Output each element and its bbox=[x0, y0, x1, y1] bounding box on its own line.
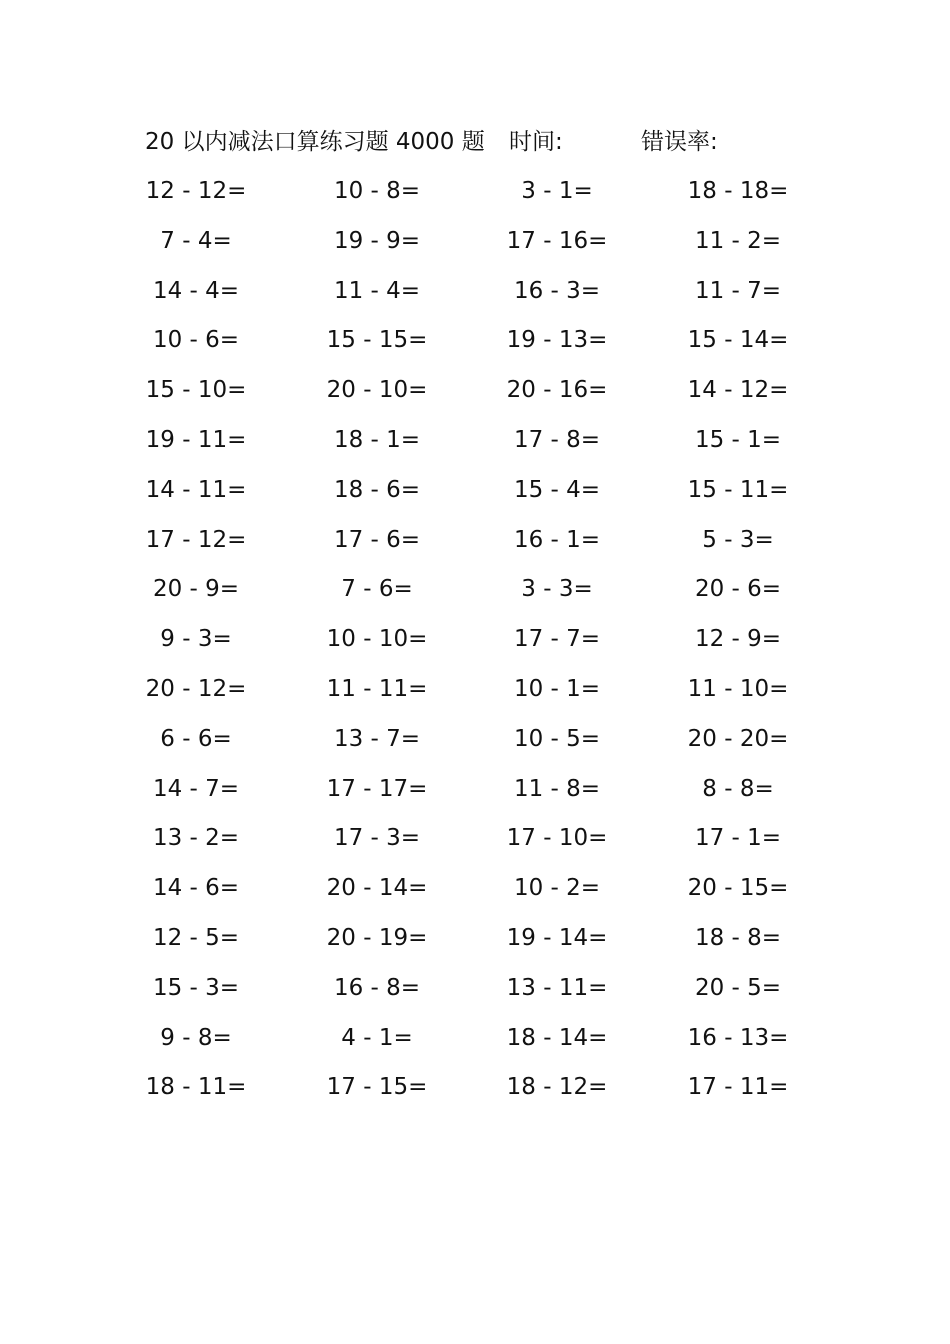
subtraction-problem: 3 - 3= bbox=[521, 576, 593, 603]
problem-row bbox=[140, 1070, 820, 1120]
subtraction-problem: 11 - 10= bbox=[687, 675, 789, 702]
time-label: 时间: bbox=[509, 129, 563, 155]
subtraction-problem: 20 - 6= bbox=[694, 576, 782, 603]
subtraction-problem: 9 - 8= bbox=[160, 1024, 232, 1051]
subtraction-problem: 14 - 7= bbox=[152, 775, 240, 802]
subtraction-problem: 14 - 4= bbox=[152, 277, 240, 304]
subtraction-problem: 15 - 3= bbox=[152, 974, 240, 1001]
subtraction-problem: 19 - 11= bbox=[145, 426, 247, 453]
problem-row bbox=[140, 423, 820, 473]
subtraction-problem: 20 - 12= bbox=[145, 675, 247, 702]
problem-row bbox=[140, 971, 820, 1021]
subtraction-problem: 13 - 2= bbox=[152, 825, 240, 852]
problem-row bbox=[140, 821, 820, 871]
subtraction-problem: 20 - 5= bbox=[694, 974, 782, 1001]
subtraction-problem: 20 - 16= bbox=[506, 377, 608, 404]
subtraction-problem: 19 - 9= bbox=[333, 227, 421, 254]
problem-row bbox=[140, 622, 820, 672]
subtraction-problem: 10 - 1= bbox=[513, 675, 601, 702]
subtraction-problem: 18 - 6= bbox=[333, 476, 421, 503]
subtraction-problem: 16 - 13= bbox=[687, 1024, 789, 1051]
subtraction-problem: 20 - 19= bbox=[326, 924, 428, 951]
subtraction-problem: 17 - 11= bbox=[687, 1074, 789, 1101]
subtraction-problem: 17 - 6= bbox=[333, 526, 421, 553]
subtraction-problem: 19 - 13= bbox=[506, 327, 608, 354]
subtraction-problem: 20 - 9= bbox=[152, 576, 240, 603]
subtraction-problem: 6 - 6= bbox=[160, 725, 232, 752]
subtraction-problem: 15 - 4= bbox=[513, 476, 601, 503]
problem-row bbox=[140, 224, 820, 274]
subtraction-problem: 14 - 11= bbox=[145, 476, 247, 503]
subtraction-problem: 17 - 1= bbox=[694, 825, 782, 852]
problem-row bbox=[140, 921, 820, 971]
subtraction-problem: 16 - 3= bbox=[513, 277, 601, 304]
problem-row bbox=[140, 672, 820, 722]
subtraction-problem: 12 - 12= bbox=[145, 178, 247, 204]
subtraction-problem: 15 - 1= bbox=[694, 426, 782, 453]
subtraction-problem: 10 - 2= bbox=[513, 875, 601, 902]
subtraction-problem: 20 - 15= bbox=[687, 875, 789, 902]
problem-row bbox=[140, 473, 820, 523]
subtraction-problem: 18 - 14= bbox=[506, 1024, 608, 1051]
problem-row bbox=[140, 274, 820, 324]
subtraction-problem: 20 - 10= bbox=[326, 377, 428, 404]
subtraction-problem: 17 - 10= bbox=[506, 825, 608, 852]
subtraction-problem: 17 - 16= bbox=[506, 227, 608, 254]
subtraction-problem: 12 - 5= bbox=[152, 924, 240, 951]
problem-row bbox=[140, 174, 820, 224]
subtraction-problem: 7 - 4= bbox=[160, 227, 232, 254]
subtraction-problem: 9 - 3= bbox=[160, 626, 232, 653]
subtraction-problem: 17 - 7= bbox=[513, 626, 601, 653]
subtraction-problem: 14 - 6= bbox=[152, 875, 240, 902]
subtraction-problem: 15 - 14= bbox=[687, 327, 789, 354]
subtraction-problem: 11 - 11= bbox=[326, 675, 428, 702]
subtraction-problem: 15 - 15= bbox=[326, 327, 428, 354]
subtraction-problem: 12 - 9= bbox=[694, 626, 782, 653]
subtraction-problem: 8 - 8= bbox=[702, 775, 774, 802]
subtraction-problem: 20 - 20= bbox=[687, 725, 789, 752]
subtraction-problem: 17 - 3= bbox=[333, 825, 421, 852]
subtraction-problem: 11 - 8= bbox=[513, 775, 601, 802]
subtraction-problem: 19 - 14= bbox=[506, 924, 608, 951]
subtraction-problem: 18 - 1= bbox=[333, 426, 421, 453]
error-rate-label: 错误率: bbox=[641, 129, 718, 155]
subtraction-problem: 11 - 7= bbox=[694, 277, 782, 304]
problem-row bbox=[140, 523, 820, 573]
subtraction-problem: 20 - 14= bbox=[326, 875, 428, 902]
subtraction-problem: 10 - 10= bbox=[326, 626, 428, 653]
problem-row bbox=[140, 323, 820, 373]
subtraction-problem: 5 - 3= bbox=[702, 526, 774, 553]
subtraction-problem: 17 - 17= bbox=[326, 775, 428, 802]
subtraction-problem: 16 - 1= bbox=[513, 526, 601, 553]
subtraction-problem: 13 - 11= bbox=[506, 974, 608, 1001]
subtraction-problem: 17 - 15= bbox=[326, 1074, 428, 1101]
subtraction-problem: 18 - 8= bbox=[694, 924, 782, 951]
subtraction-problem: 18 - 11= bbox=[145, 1074, 247, 1101]
worksheet-title: 20 以内减法口算练习题 4000 题 bbox=[145, 129, 485, 155]
subtraction-problem: 13 - 7= bbox=[333, 725, 421, 752]
subtraction-problem: 11 - 4= bbox=[333, 277, 421, 304]
problem-row bbox=[140, 772, 820, 822]
subtraction-problem: 3 - 1= bbox=[521, 178, 593, 204]
problem-row bbox=[140, 1021, 820, 1071]
subtraction-problem: 15 - 11= bbox=[687, 476, 789, 503]
subtraction-problem: 10 - 5= bbox=[513, 725, 601, 752]
subtraction-problem: 14 - 12= bbox=[687, 377, 789, 404]
subtraction-problem: 18 - 12= bbox=[506, 1074, 608, 1101]
subtraction-problem: 11 - 2= bbox=[694, 227, 782, 254]
subtraction-problem: 10 - 6= bbox=[152, 327, 240, 354]
subtraction-problem: 18 - 18= bbox=[687, 178, 789, 204]
problem-row bbox=[140, 373, 820, 423]
problem-grid bbox=[140, 174, 820, 1120]
subtraction-problem: 10 - 8= bbox=[333, 178, 421, 204]
subtraction-problem: 15 - 10= bbox=[145, 377, 247, 404]
problem-row bbox=[140, 722, 820, 772]
subtraction-problem: 4 - 1= bbox=[341, 1024, 413, 1051]
problem-row bbox=[140, 871, 820, 921]
subtraction-problem: 7 - 6= bbox=[341, 576, 413, 603]
problem-row bbox=[140, 572, 820, 622]
subtraction-problem: 17 - 12= bbox=[145, 526, 247, 553]
subtraction-problem: 16 - 8= bbox=[333, 974, 421, 1001]
subtraction-problem: 17 - 8= bbox=[513, 426, 601, 453]
